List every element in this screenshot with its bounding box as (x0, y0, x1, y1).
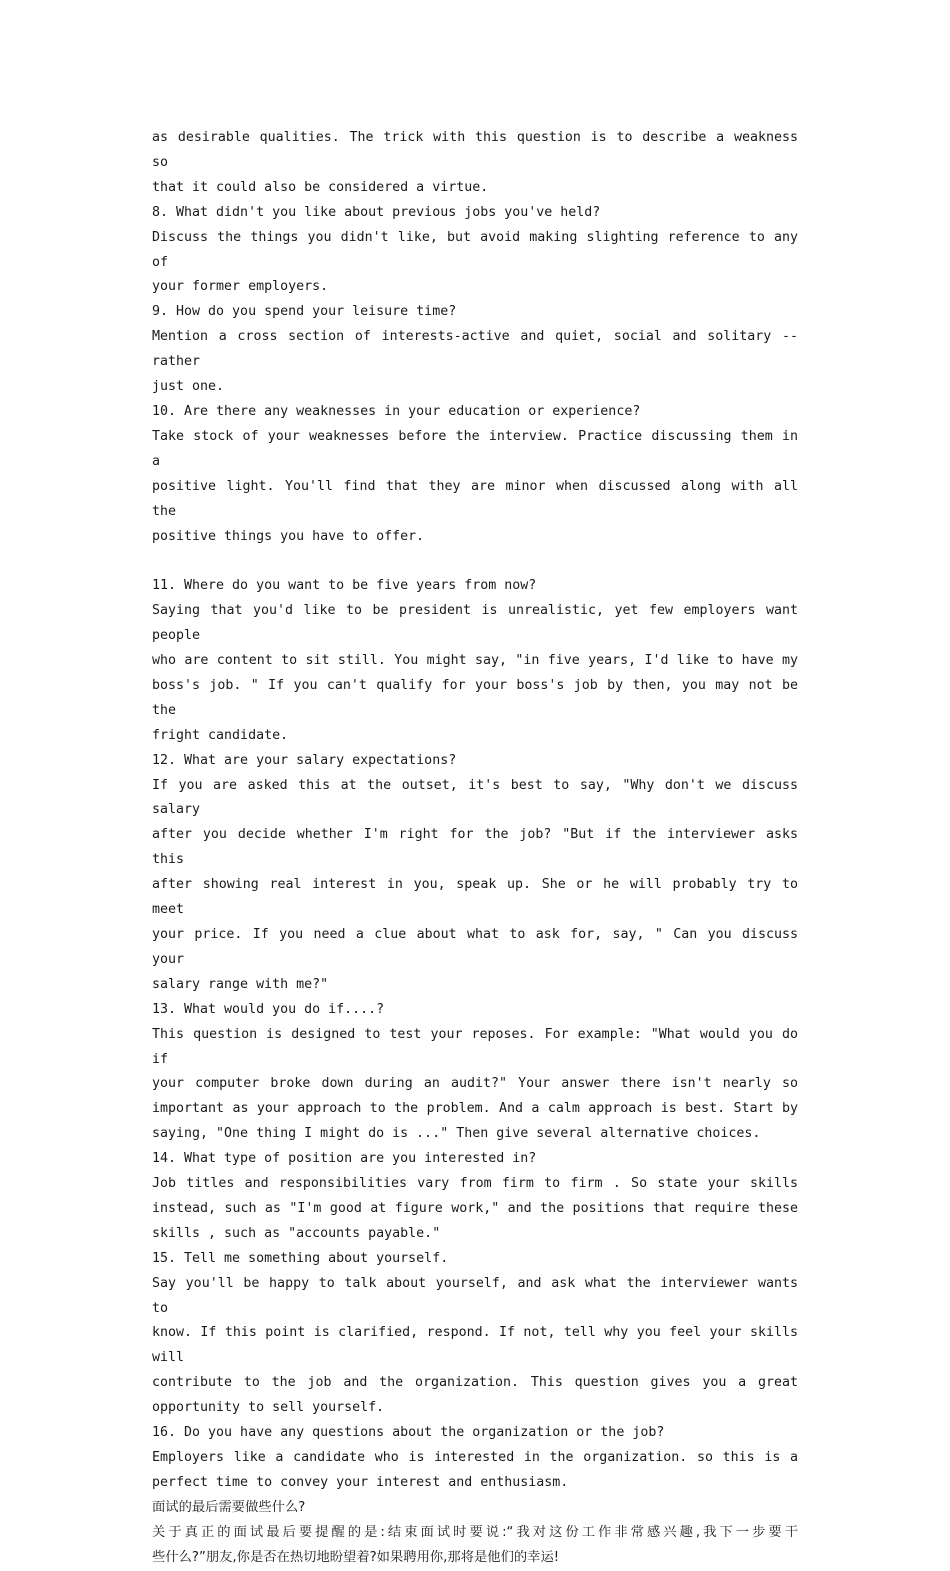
text-line: 13. What would you do if....? (152, 1001, 385, 1017)
text-line: your computer broke down during an audit?" Your answer there isn't nearly so (152, 1076, 798, 1092)
text-line: 14. What type of position are you interested in? (152, 1151, 537, 1167)
text-line: positive things you have to offer. (152, 528, 425, 544)
text-line: Mention a cross section of interests-active and quiet, social and solitary -- rather (152, 329, 798, 370)
text-line: fright candidate. (152, 727, 289, 743)
text-line: This question is designed to test your reposes. For example: "What would you do if (152, 1026, 798, 1067)
text-line: 8. What didn't you like about previous jobs you've held? (152, 204, 601, 220)
text-line: your price. If you need a clue about what to ask for, say, " Can you discuss your (152, 926, 798, 967)
text-line: perfect time to convey your interest and enthusiasm. (152, 1474, 569, 1490)
text-line: saying, "One thing I might do is ..." Then give several alternative choices. (152, 1126, 761, 1142)
text-line: your former employers. (152, 279, 329, 295)
text-line: just one. (152, 379, 225, 395)
text-line: skills , such as "accounts payable." (152, 1225, 441, 1241)
text-line: who are content to sit still. You might say, "in five years, I'd like to have my (152, 653, 798, 669)
text-line: Discuss the things you didn't like, but avoid making slighting reference to any of (152, 229, 798, 270)
text-line: boss's job. " If you can't qualify for your boss's job by then, you may not be the (152, 677, 798, 718)
text-line: 15. Tell me something about yourself. (152, 1250, 449, 1266)
text-line: Job titles and responsibilities vary from firm to firm . So state your skills (152, 1176, 798, 1192)
text-line: Say you'll be happy to talk about yourself, and ask what the interviewer wants to (152, 1275, 798, 1316)
text-line: Saying that you'd like to be president is unrealistic, yet few employers want people (152, 603, 798, 644)
text-line: 11. Where do you want to be five years from now? (152, 578, 537, 594)
text-line: know. If this point is clarified, respond. If not, tell why you feel your skills will (152, 1325, 798, 1366)
text-line: 10. Are there any weaknesses in your education or experience? (152, 403, 641, 419)
text-line: 关于真正的面试最后要提醒的是:结束面试时要说:“我对这份工作非常感兴趣,我下一步要干 (152, 1524, 798, 1540)
text-line: 16. Do you have any questions about the organization or the job? (152, 1425, 665, 1441)
text-line: 9. How do you spend your leisure time? (152, 304, 457, 320)
text-line: Take stock of your weaknesses before the interview. Practice discussing them in a (152, 428, 798, 469)
text-line: after you decide whether I'm right for the job? "But if the interviewer asks this (152, 827, 798, 868)
text-line: 些什么?”朋友,你是否在热切地盼望着?如果聘用你,那将是他们的幸运! (152, 1549, 560, 1565)
text-line: positive light. You'll find that they are minor when discussed along with all the (152, 478, 798, 519)
text-line: salary range with me?" (152, 976, 329, 992)
text-line: Employers like a candidate who is interested in the organization. so this is a (152, 1450, 798, 1466)
text-line: important as your approach to the problem. And a calm approach is best. Start by (152, 1101, 798, 1117)
document-body (152, 126, 798, 1571)
text-line: 12. What are your salary expectations? (152, 752, 457, 768)
text-line: 面试的最后需要做些什么? (152, 1499, 306, 1515)
text-line: contribute to the job and the organization. This question gives you a great (152, 1375, 798, 1391)
text-line: opportunity to sell yourself. (152, 1400, 385, 1416)
blank-line (152, 549, 798, 574)
text-line: after showing real interest in you, speak up. She or he will probably try to meet (152, 877, 798, 918)
text-line: instead, such as "I'm good at figure work," and the positions that require these (152, 1200, 798, 1216)
text-line: that it could also be considered a virtue. (152, 179, 489, 195)
text-line: as desirable qualities. The trick with this question is to describe a weakness so (152, 130, 798, 170)
text-line: If you are asked this at the outset, it's best to say, "Why don't we discuss salary (152, 777, 798, 818)
